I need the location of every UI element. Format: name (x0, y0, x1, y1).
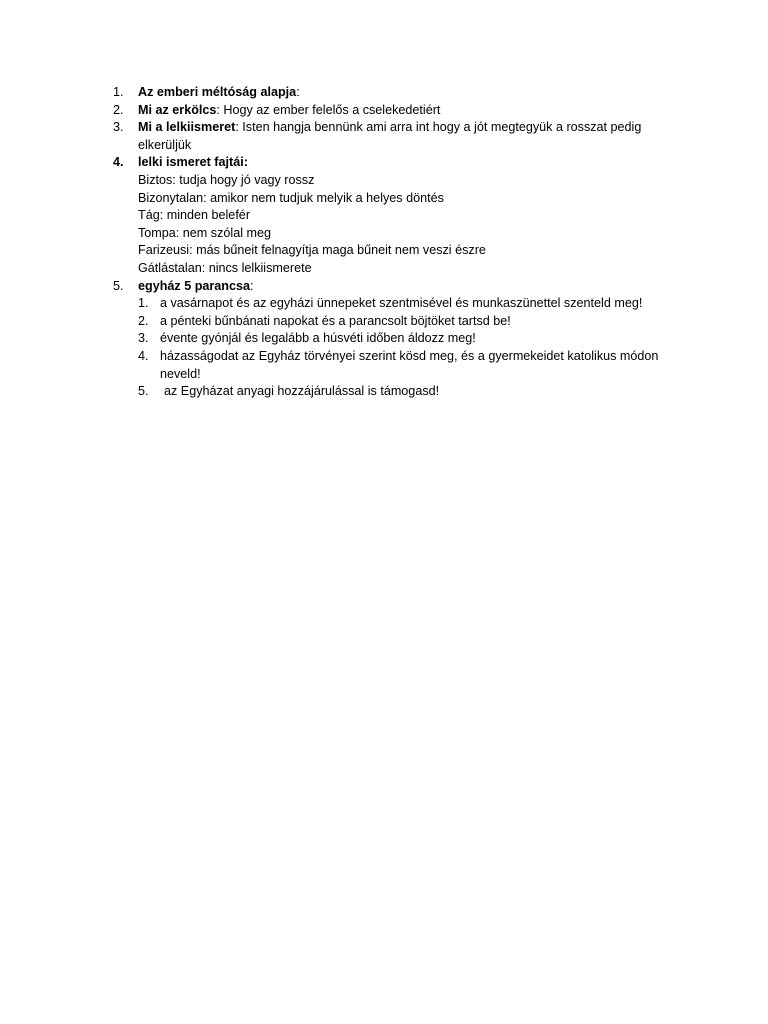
item-label: egyház 5 parancsa (138, 278, 251, 293)
item-text: : Hogy az ember felelős a cselekedetiért (216, 102, 441, 117)
sub-list-number: 5. (138, 384, 149, 399)
list-number: 2. (113, 102, 124, 117)
list-number: 5. (113, 278, 124, 293)
sub-list-item (0, 348, 768, 383)
sub-list-item (0, 330, 768, 348)
sub-list-item (0, 313, 768, 331)
item-label: lelki ismeret fajtái: (138, 155, 248, 170)
conscience-type-line: Tág: minden belefér (138, 208, 251, 223)
conscience-type-line: Biztos: tudja hogy jó vagy rossz (138, 172, 315, 187)
item-label: Az emberi méltóság alapja (138, 85, 297, 99)
conscience-type-line: Farizeusi: más bűneit felnagyítja maga bűneit nem veszi észre (138, 243, 486, 258)
sub-list-number: 3. (138, 331, 149, 346)
item-label: Mi az erkölcs (138, 102, 217, 117)
list-number: 4. (113, 155, 124, 170)
list-item (0, 102, 768, 120)
sub-list-number: 4. (138, 348, 149, 363)
sub-item-text: az Egyházat anyagi hozzájárulással is támogasd! (164, 384, 440, 399)
sub-list-number: 1. (138, 296, 149, 311)
list-item (0, 278, 768, 296)
conscience-type-line: Tompa: nem szólal meg (138, 225, 271, 240)
sub-item-text: házasságodat az Egyház törvényei szerint kösd meg, és a gyermekeidet katolikus módon neveld! (160, 348, 659, 381)
list-item (0, 119, 768, 154)
list-item (0, 154, 768, 172)
item-text: : (296, 85, 300, 99)
conscience-type-line: Bizonytalan: amikor nem tudjuk melyik a helyes döntés (138, 190, 444, 205)
sub-item-text: évente gyónjál és legalább a húsvéti időben áldozz meg! (160, 331, 476, 346)
document-body (0, 84, 768, 401)
item-text: : Isten hangja bennünk ami arra int hogy a jót megtegyük a rosszat pedig elkerüljük (138, 120, 642, 152)
conscience-type-line: Gátlástalan: nincs lelkiismerete (138, 260, 312, 275)
sub-list-item (0, 383, 768, 401)
sub-list-number: 2. (138, 313, 149, 328)
sub-item-text: a pénteki bűnbánati napokat és a parancsolt böjtöket tartsd be! (160, 313, 511, 328)
item-text: : (250, 278, 254, 293)
sub-item-text: a vasárnapot és az egyházi ünnepeket szentmisével és munkaszünettel szenteld meg! (160, 296, 643, 311)
sub-list-item (0, 295, 768, 313)
list-number: 1. (113, 85, 124, 99)
list-number: 3. (113, 120, 124, 135)
item-label: Mi a lelkiismeret (138, 120, 236, 135)
list-item (0, 84, 768, 102)
